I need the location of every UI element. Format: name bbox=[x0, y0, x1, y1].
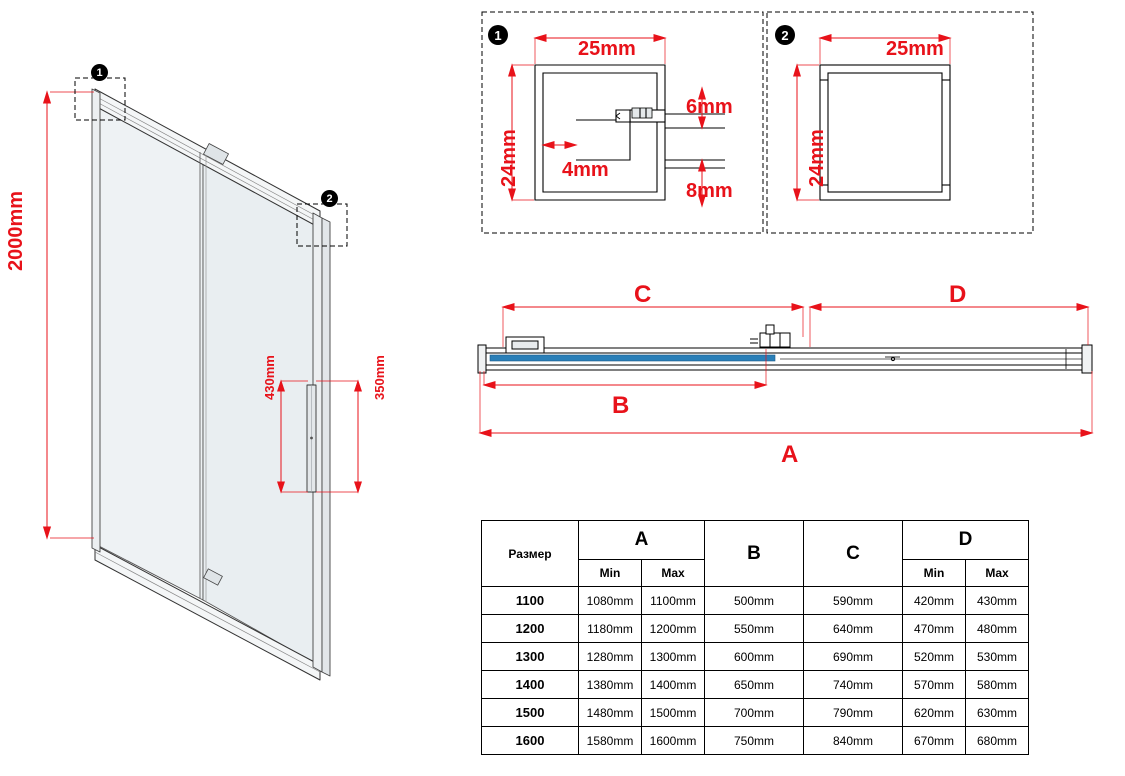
table-row bbox=[482, 643, 1029, 671]
size-table bbox=[481, 520, 1029, 755]
detail-1-dim-24mm: 24mm bbox=[498, 129, 520, 187]
dimension-350: 350mm bbox=[372, 355, 387, 400]
table-row bbox=[482, 699, 1029, 727]
table-group-header-c: C bbox=[804, 521, 903, 587]
dimension-height-2000: 2000mm bbox=[5, 190, 27, 271]
table-cell-d-max: 680mm bbox=[966, 727, 1029, 755]
table-cell-d-max: 480mm bbox=[966, 615, 1029, 643]
table-cell-c: 640mm bbox=[804, 615, 903, 643]
table-group-header-d: D bbox=[903, 521, 1029, 560]
table-cell-a-max: 1100mm bbox=[642, 587, 705, 615]
table-cell-a-min: 1180mm bbox=[579, 615, 642, 643]
table-cell-a-min: 1280mm bbox=[579, 643, 642, 671]
table-cell-size: 1100 bbox=[482, 587, 579, 615]
table-cell-b: 550mm bbox=[705, 615, 804, 643]
table-cell-a-max: 1300mm bbox=[642, 643, 705, 671]
table-cell-a-max: 1200mm bbox=[642, 615, 705, 643]
table-cell-size: 1500 bbox=[482, 699, 579, 727]
table-cell-a-min: 1580mm bbox=[579, 727, 642, 755]
detail-1-dim-6mm: 6mm bbox=[686, 96, 733, 118]
table-cell-b: 750mm bbox=[705, 727, 804, 755]
table-cell-a-min: 1480mm bbox=[579, 699, 642, 727]
table-subheader-d-max: Max bbox=[966, 560, 1029, 587]
table-cell-d-min: 470mm bbox=[903, 615, 966, 643]
table-cell-d-max: 580mm bbox=[966, 671, 1029, 699]
table-cell-size: 1400 bbox=[482, 671, 579, 699]
table-corner-header: Размер bbox=[482, 521, 579, 587]
detail-1-badge: 1 bbox=[488, 25, 508, 45]
table-cell-b: 600mm bbox=[705, 643, 804, 671]
table-cell-d-max: 430mm bbox=[966, 587, 1029, 615]
table-cell-a-max: 1600mm bbox=[642, 727, 705, 755]
table-cell-d-max: 630mm bbox=[966, 699, 1029, 727]
plan-label-b: B bbox=[612, 392, 630, 419]
table-cell-d-min: 670mm bbox=[903, 727, 966, 755]
table-row bbox=[482, 671, 1029, 699]
table-cell-a-max: 1500mm bbox=[642, 699, 705, 727]
table-cell-c: 840mm bbox=[804, 727, 903, 755]
table-cell-b: 650mm bbox=[705, 671, 804, 699]
plan-label-a: A bbox=[781, 441, 799, 468]
table-cell-size: 1600 bbox=[482, 727, 579, 755]
table-cell-a-min: 1080mm bbox=[579, 587, 642, 615]
table-subheader-a-min: Min bbox=[579, 560, 642, 587]
isometric-door-view bbox=[0, 0, 470, 776]
detail-1-dim-4mm: 4mm bbox=[562, 159, 609, 181]
table-header-row-1 bbox=[482, 521, 1029, 560]
table-subheader-d-min: Min bbox=[903, 560, 966, 587]
table-cell-c: 790mm bbox=[804, 699, 903, 727]
table-cell-a-max: 1400mm bbox=[642, 671, 705, 699]
table-cell-a-min: 1380mm bbox=[579, 671, 642, 699]
detail-2-badge: 2 bbox=[775, 25, 795, 45]
table-cell-size: 1300 bbox=[482, 643, 579, 671]
table-row bbox=[482, 727, 1029, 755]
table-cell-d-min: 570mm bbox=[903, 671, 966, 699]
table-cell-d-max: 530mm bbox=[966, 643, 1029, 671]
plan-label-d: D bbox=[949, 281, 967, 308]
table-cell-c: 690mm bbox=[804, 643, 903, 671]
table-cell-b: 500mm bbox=[705, 587, 804, 615]
table-cell-b: 700mm bbox=[705, 699, 804, 727]
table-row bbox=[482, 615, 1029, 643]
table-row bbox=[482, 587, 1029, 615]
detail-2-dim-25mm: 25mm bbox=[886, 38, 944, 60]
plan-label-c: C bbox=[634, 281, 652, 308]
table-cell-d-min: 620mm bbox=[903, 699, 966, 727]
dimension-430: 430mm bbox=[262, 355, 277, 400]
table-cell-size: 1200 bbox=[482, 615, 579, 643]
callout-badge-2: 2 bbox=[321, 190, 338, 207]
table-subheader-a-max: Max bbox=[642, 560, 705, 587]
table-cell-c: 590mm bbox=[804, 587, 903, 615]
callout-badge-1: 1 bbox=[91, 64, 108, 81]
detail-1-dim-25mm: 25mm bbox=[578, 38, 636, 60]
detail-2-dim-24mm: 24mm bbox=[806, 129, 828, 187]
table-cell-d-min: 420mm bbox=[903, 587, 966, 615]
table-group-header-b: B bbox=[705, 521, 804, 587]
table-cell-c: 740mm bbox=[804, 671, 903, 699]
table-group-header-a: A bbox=[579, 521, 705, 560]
table-cell-d-min: 520mm bbox=[903, 643, 966, 671]
detail-1-dim-8mm: 8mm bbox=[686, 180, 733, 202]
